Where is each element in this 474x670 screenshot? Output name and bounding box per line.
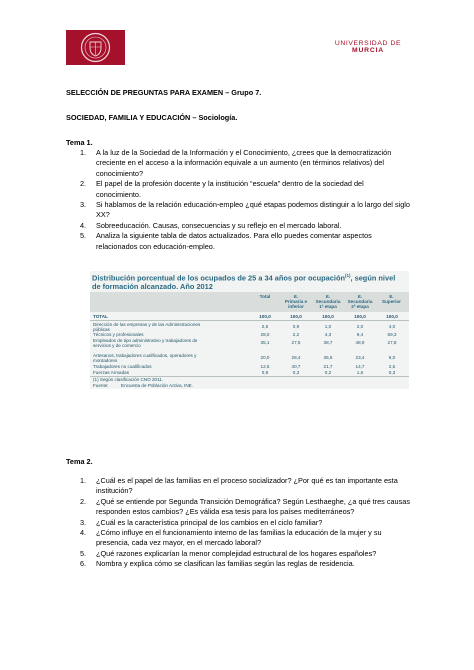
table-cell: 35,6 (323, 355, 333, 360)
table-cell: 1,0 (324, 324, 332, 329)
tema2-question-list (80, 476, 410, 570)
tema2-title: Tema 2. (66, 457, 93, 466)
item-text: ¿Cómo influye en el funcionamiento interno de las familias la educación de la mujer y su presencia, cada vez mayor, en el mercado laboral? (96, 528, 382, 548)
table-cell: 40,7 (291, 364, 301, 369)
item-text: Si hablamos de la relación educación-empleo ¿qué etapas podemos distinguir a lo largo del siglo XX? (96, 200, 410, 220)
item-number: 2. (80, 496, 87, 506)
table-title: Distribución porcentual de los ocupados de 25 a 34 años por ocupación$^{(1)}$, según nivel de formación alcanzado. Año 2012 (92, 273, 396, 292)
university-wordmark (327, 40, 409, 54)
table-cell: 0,2 (324, 370, 332, 375)
table-cell: 48,9 (355, 340, 365, 345)
table-cell: 14,7 (355, 364, 365, 369)
subject-title: SOCIEDAD, FAMILIA Y EDUCACIÓN – Sociología. (66, 113, 238, 122)
tema1-title: Tema 1. (66, 138, 93, 147)
item-number: 1. (80, 148, 87, 157)
table-cell: 100,0 (354, 314, 366, 319)
item-number: 3. (80, 200, 87, 210)
list-item (80, 179, 410, 200)
table-cell: 28,4 (291, 355, 301, 360)
table-cell: 21,7 (323, 364, 333, 369)
list-item (80, 528, 410, 549)
list-item (80, 476, 410, 497)
table-cell: 4,3 (324, 332, 332, 337)
row-label: Técnicos y profesionales (93, 332, 144, 337)
row-label: TOTAL (93, 314, 108, 319)
university-line1: UNIVERSIDAD DE (334, 40, 402, 47)
table-cell: 100,0 (259, 314, 271, 319)
table-source: Fuente: Encuesta de Población Activa, INE. (93, 383, 194, 388)
table-cell: 100,0 (322, 314, 334, 319)
list-item (80, 148, 410, 179)
item-number: 1. (80, 476, 87, 485)
table-cell: 4,0 (388, 324, 396, 329)
table-divider (90, 320, 409, 321)
item-text: Analiza la siguiente tabla de datos actualizados. Para ello puedes comentar aspectos relacionados con educación-empleo. (96, 231, 372, 251)
column-header: E. Primaria e inferior (284, 294, 308, 309)
column-header: E. Superior (382, 294, 401, 304)
table-cell: 35,1 (260, 340, 270, 345)
table-cell: 20,0 (260, 355, 270, 360)
tema1-question-list (80, 148, 410, 252)
column-header: Total (259, 294, 271, 299)
table-cell: 27,5 (291, 340, 301, 345)
table-footnote: (1) Según clasificación CNO 2011. (93, 377, 164, 382)
table-cell: 2,5 (388, 364, 396, 369)
university-seal-logo (66, 30, 125, 65)
table-cell: 38,7 (323, 340, 333, 345)
table-cell: 27,8 (387, 340, 397, 345)
university-line2: MURCIA (352, 47, 384, 54)
item-number: 6. (80, 559, 87, 569)
item-number: 3. (80, 517, 87, 527)
table-cell: 100,0 (290, 314, 302, 319)
table-cell: 12,5 (260, 364, 270, 369)
list-item (80, 200, 410, 221)
row-label: Empleados de tipo administrativo y trabajadores de servicios y de comercio (93, 338, 198, 348)
table-cell: 0,3 (388, 370, 396, 375)
table-cell: 59,3 (387, 332, 397, 337)
row-label: Artesanos, trabajadores cualificados, operadores y montadores (93, 353, 197, 363)
table-cell: 2,6 (261, 324, 269, 329)
item-text: A la luz de la Sociedad de la Información y el Conocimiento, ¿crees que la democratización creciente en el acceso a la información equivale a un aumento (en términos relativos) del conocimiento? (96, 148, 392, 178)
item-text: ¿Cuál es el papel de las familias en el proceso socializador? ¿Por qué es tan importante esta institución? (96, 476, 398, 496)
table-cell: 28,0 (260, 332, 270, 337)
list-item (80, 497, 410, 518)
item-number: 2. (80, 179, 87, 189)
item-text: ¿Cuál es la característica principal de los cambios en el ciclo familiar? (96, 517, 323, 527)
item-text: Sobreeducación. Causas, consecuencias y su reflejo en el mercado laboral. (96, 220, 342, 230)
list-item (80, 549, 410, 559)
list-item (80, 559, 410, 569)
list-item (80, 221, 410, 231)
list-item (80, 518, 410, 528)
table-cell: 9,4 (356, 332, 364, 337)
table-cell: 2,0 (356, 324, 364, 329)
row-label: Fuerzas Armadas (93, 370, 129, 375)
item-text: ¿Qué se entiende por Segunda Transición Demográfica? Según Lesthaeghe, ¿a qué tres causas responden estos cambios? ¿Es válida esa tesis para los países mediterráneos? (96, 496, 410, 517)
column-header: E. Secundaria 1ª etapa (315, 294, 341, 309)
table-cell: 2,2 (292, 332, 300, 337)
table-cell: 1,6 (356, 370, 364, 375)
table-cell: 0,9 (261, 370, 269, 375)
table-cell: 6,0 (388, 355, 396, 360)
table-cell: 23,4 (355, 355, 365, 360)
row-label: Dirección de las empresas y de las Administraciones públicas (93, 322, 201, 332)
item-number: 5. (80, 231, 87, 241)
item-number: 4. (80, 528, 87, 538)
table-cell: 100,0 (386, 314, 398, 319)
table-cell: 0,9 (292, 324, 300, 329)
table-header (90, 292, 409, 312)
list-item (80, 231, 410, 252)
item-number: 4. (80, 220, 87, 230)
table-cell: 0,3 (292, 370, 300, 375)
item-text: Nombra y explica cómo se clasifican las familias según las reglas de residencia. (96, 559, 355, 569)
item-text: El papel de la profesión docente y la institución “escuela” dentro de la sociedad del conocimiento. (96, 179, 364, 199)
item-text: ¿Qué razones explicarían la menor complejidad estructural de los hogares españoles? (96, 548, 377, 558)
employment-education-table (90, 271, 409, 389)
row-label: Trabajadores no cualificados (93, 364, 152, 369)
column-header: E. Secundaria 2ª etapa (347, 294, 373, 309)
item-number: 5. (80, 548, 87, 558)
exam-title: SELECCIÓN DE PREGUNTAS PARA EXAMEN – Grupo 7. (66, 88, 262, 97)
